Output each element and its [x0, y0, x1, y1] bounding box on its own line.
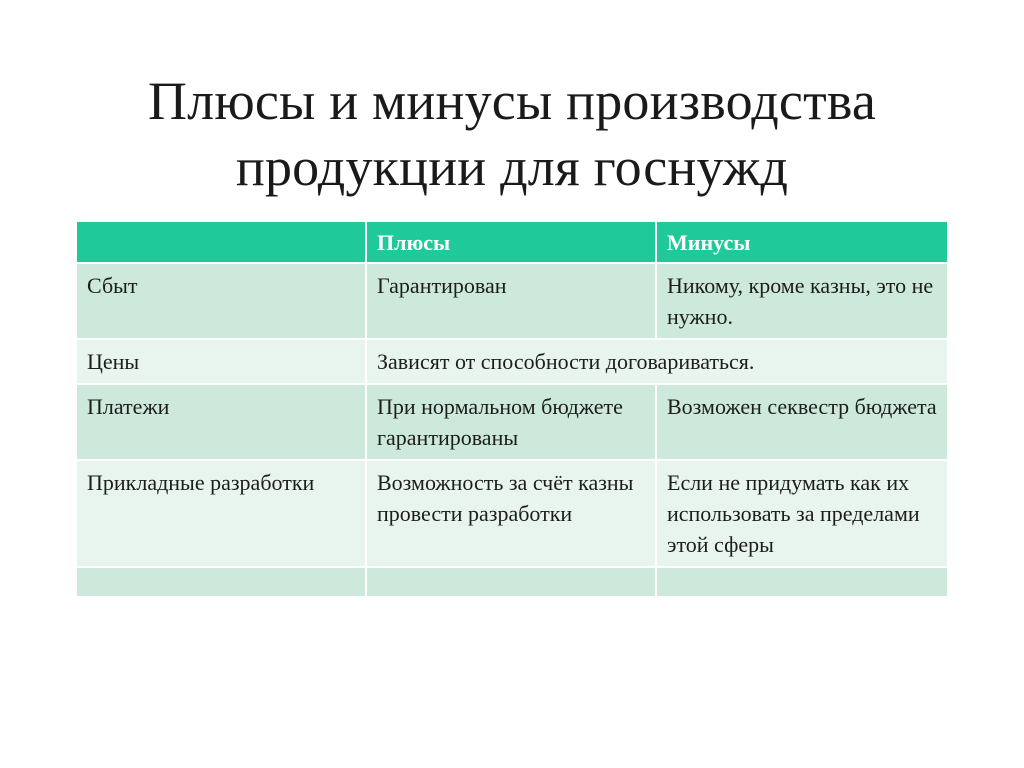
- table-row: [77, 340, 947, 385]
- slide-title: [0, 68, 1024, 200]
- empty-cell: [367, 568, 657, 598]
- header-pros: Плюсы: [367, 222, 657, 264]
- table-row-empty: [77, 568, 947, 598]
- row-label: Сбыт: [77, 264, 367, 340]
- row-label: Платежи: [77, 385, 367, 461]
- row-label: Цены: [77, 340, 367, 385]
- row-plus: Возможность за счёт казны провести разработки: [367, 461, 657, 568]
- row-plus: Гарантирован: [367, 264, 657, 340]
- row-minus: Возможен секвестр бюджета: [657, 385, 947, 461]
- empty-cell: [77, 568, 367, 598]
- header-empty-cell: [77, 222, 367, 264]
- table-row: [77, 385, 947, 461]
- title-line-1: Плюсы и минусы производства: [147, 71, 877, 131]
- row-label: Прикладные разработки: [77, 461, 367, 568]
- row-merged: Зависят от способности договариваться.: [367, 340, 947, 385]
- table-row: [77, 264, 947, 340]
- table-row: [77, 461, 947, 568]
- pros-cons-table: [77, 222, 947, 598]
- empty-cell: [657, 568, 947, 598]
- row-minus: Если не придумать как их использовать за пределами этой сферы: [657, 461, 947, 568]
- table-header-row: [77, 222, 947, 264]
- title-line-2: продукции для госнужд: [235, 137, 789, 197]
- row-plus: При нормальном бюджете гарантированы: [367, 385, 657, 461]
- header-cons: Минусы: [657, 222, 947, 264]
- row-minus: Никому, кроме казны, это не нужно.: [657, 264, 947, 340]
